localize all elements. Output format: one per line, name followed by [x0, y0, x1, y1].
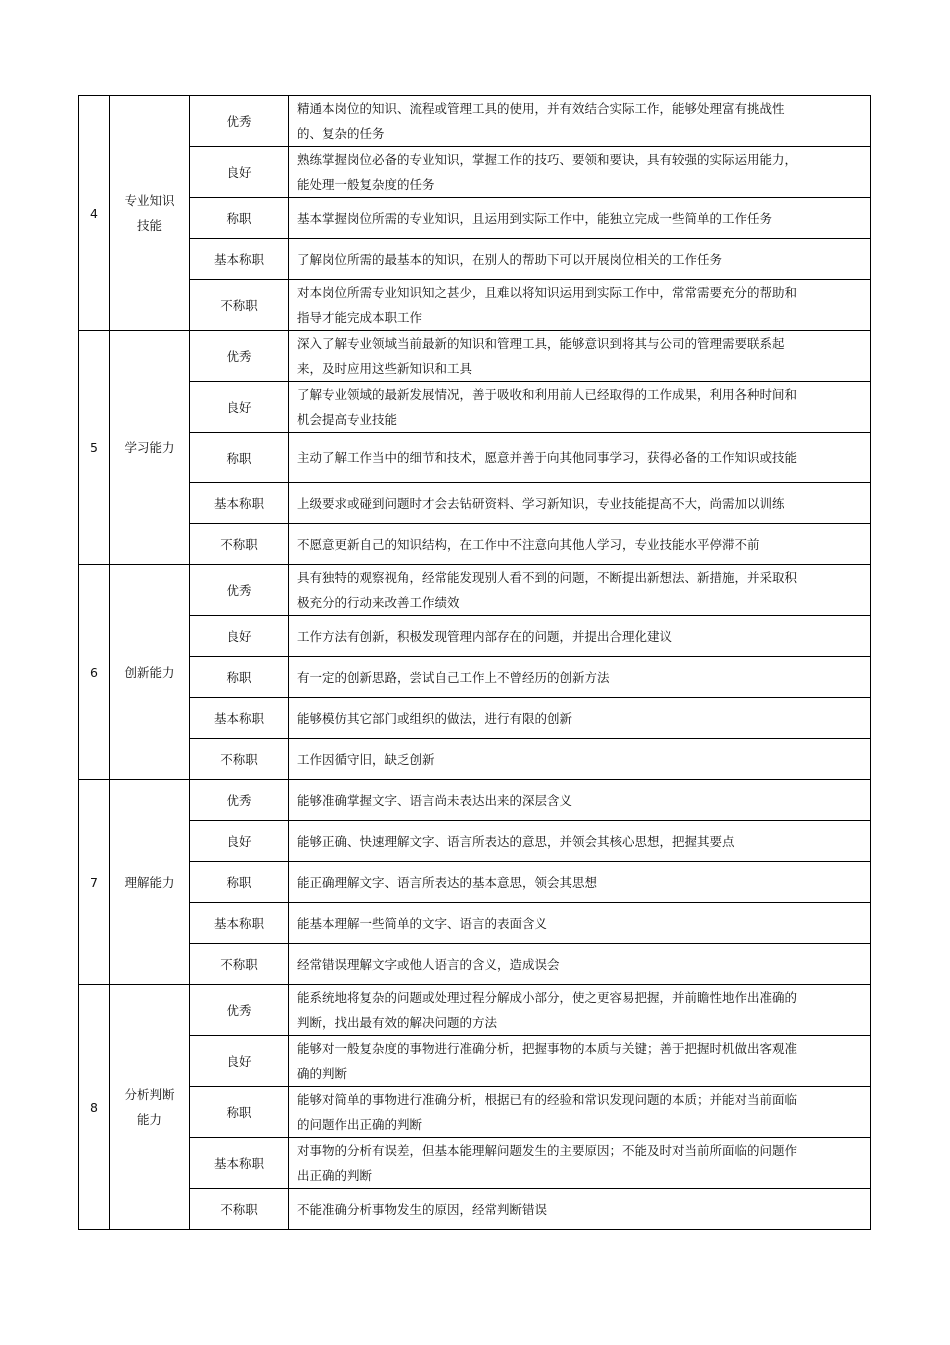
rating-description: 能够正确、快速理解文字、语言所表达的意思，并领会其核心思想，把握其要点 [289, 821, 871, 862]
rating-level: 称职 [190, 657, 289, 698]
table-row [79, 1189, 871, 1230]
rating-level: 称职 [190, 433, 289, 483]
competency-table [78, 95, 871, 1230]
rating-level: 优秀 [190, 565, 289, 616]
rating-description: 了解专业领域的最新发展情况，善于吸收和利用前人已经取得的工作成果，利用各种时间和机会提高专业技能 [289, 382, 871, 433]
rating-description: 能够对一般复杂度的事物进行准确分析，把握事物的本质与关键；善于把握时机做出客观准确的判断 [289, 1036, 871, 1087]
table-row [79, 280, 871, 331]
table-row [79, 198, 871, 239]
rating-level: 优秀 [190, 331, 289, 382]
rating-level: 优秀 [190, 780, 289, 821]
rating-level: 不称职 [190, 1189, 289, 1230]
table-row [79, 903, 871, 944]
rating-level: 良好 [190, 616, 289, 657]
item-number: 6 [79, 565, 110, 780]
rating-description: 深入了解专业领域当前最新的知识和管理工具，能够意识到将其与公司的管理需要联系起来，及时应用这些新知识和工具 [289, 331, 871, 382]
table-row [79, 616, 871, 657]
rating-description: 能够模仿其它部门或组织的做法，进行有限的创新 [289, 698, 871, 739]
rating-description: 不能准确分析事物发生的原因，经常判断错误 [289, 1189, 871, 1230]
rating-description: 能够对简单的事物进行准确分析，根据已有的经验和常识发现问题的本质；并能对当前面临的问题作出正确的判断 [289, 1087, 871, 1138]
table-row [79, 483, 871, 524]
rating-level: 基本称职 [190, 1138, 289, 1189]
rating-description: 有一定的创新思路，尝试自己工作上不曾经历的创新方法 [289, 657, 871, 698]
competency-name: 理解能力 [110, 780, 190, 985]
table-row [79, 331, 871, 382]
competency-name: 学习能力 [110, 331, 190, 565]
rating-description: 上级要求或碰到问题时才会去钻研资料、学习新知识，专业技能提高不大，尚需加以训练 [289, 483, 871, 524]
rating-level: 优秀 [190, 985, 289, 1036]
competency-name: 专业知识 技能 [110, 96, 190, 331]
table-row [79, 1087, 871, 1138]
table-row [79, 862, 871, 903]
rating-description: 工作方法有创新，积极发现管理内部存在的问题，并提出合理化建议 [289, 616, 871, 657]
rating-level: 不称职 [190, 944, 289, 985]
rating-description: 了解岗位所需的最基本的知识，在别人的帮助下可以开展岗位相关的工作任务 [289, 239, 871, 280]
table-row [79, 657, 871, 698]
table-row [79, 382, 871, 433]
table-row [79, 565, 871, 616]
rating-description: 主动了解工作当中的细节和技术，愿意并善于向其他同事学习，获得必备的工作知识或技能 [289, 433, 871, 483]
rating-level: 称职 [190, 1087, 289, 1138]
table-row [79, 985, 871, 1036]
rating-description: 基本掌握岗位所需的专业知识，且运用到实际工作中，能独立完成一些简单的工作任务 [289, 198, 871, 239]
rating-level: 良好 [190, 147, 289, 198]
table-row [79, 239, 871, 280]
rating-level: 良好 [190, 1036, 289, 1087]
table-row [79, 944, 871, 985]
rating-level: 称职 [190, 198, 289, 239]
rating-description: 工作因循守旧，缺乏创新 [289, 739, 871, 780]
table-row [79, 780, 871, 821]
rating-level: 不称职 [190, 739, 289, 780]
rating-description: 经常错误理解文字或他人语言的含义，造成误会 [289, 944, 871, 985]
rating-description: 精通本岗位的知识、流程或管理工具的使用，并有效结合实际工作，能够处理富有挑战性的、复杂的任务 [289, 96, 871, 147]
rating-description: 能正确理解文字、语言所表达的基本意思，领会其思想 [289, 862, 871, 903]
rating-level: 基本称职 [190, 698, 289, 739]
table-row [79, 739, 871, 780]
table-row [79, 1138, 871, 1189]
table-row [79, 1036, 871, 1087]
rating-description: 能够准确掌握文字、语言尚未表达出来的深层含义 [289, 780, 871, 821]
rating-level: 基本称职 [190, 239, 289, 280]
rating-description: 能系统地将复杂的问题或处理过程分解成小部分，使之更容易把握，并前瞻性地作出准确的判断，找出最有效的解决问题的方法 [289, 985, 871, 1036]
rating-description: 能基本理解一些简单的文字、语言的表面含义 [289, 903, 871, 944]
rating-description: 不愿意更新自己的知识结构，在工作中不注意向其他人学习，专业技能水平停滞不前 [289, 524, 871, 565]
competency-name: 分析判断 能力 [110, 985, 190, 1230]
rating-description: 对事物的分析有误差，但基本能理解问题发生的主要原因；不能及时对当前所面临的问题作出正确的判断 [289, 1138, 871, 1189]
item-number: 7 [79, 780, 110, 985]
rating-level: 不称职 [190, 280, 289, 331]
rating-level: 优秀 [190, 96, 289, 147]
rating-level: 良好 [190, 382, 289, 433]
rating-level: 称职 [190, 862, 289, 903]
item-number: 5 [79, 331, 110, 565]
item-number: 8 [79, 985, 110, 1230]
rating-description: 具有独特的观察视角，经常能发现别人看不到的问题，不断提出新想法、新措施，并采取积极充分的行动来改善工作绩效 [289, 565, 871, 616]
table-row [79, 524, 871, 565]
item-number: 4 [79, 96, 110, 331]
competency-name: 创新能力 [110, 565, 190, 780]
rating-description: 对本岗位所需专业知识知之甚少，且难以将知识运用到实际工作中，常常需要充分的帮助和指导才能完成本职工作 [289, 280, 871, 331]
rating-level: 不称职 [190, 524, 289, 565]
table-row [79, 147, 871, 198]
rating-level: 良好 [190, 821, 289, 862]
table-row [79, 96, 871, 147]
table-row [79, 433, 871, 483]
table-row [79, 698, 871, 739]
rating-level: 基本称职 [190, 483, 289, 524]
table-row [79, 821, 871, 862]
rating-description: 熟练掌握岗位必备的专业知识，掌握工作的技巧、要领和要诀，具有较强的实际运用能力，能处理一般复杂度的任务 [289, 147, 871, 198]
rating-level: 基本称职 [190, 903, 289, 944]
